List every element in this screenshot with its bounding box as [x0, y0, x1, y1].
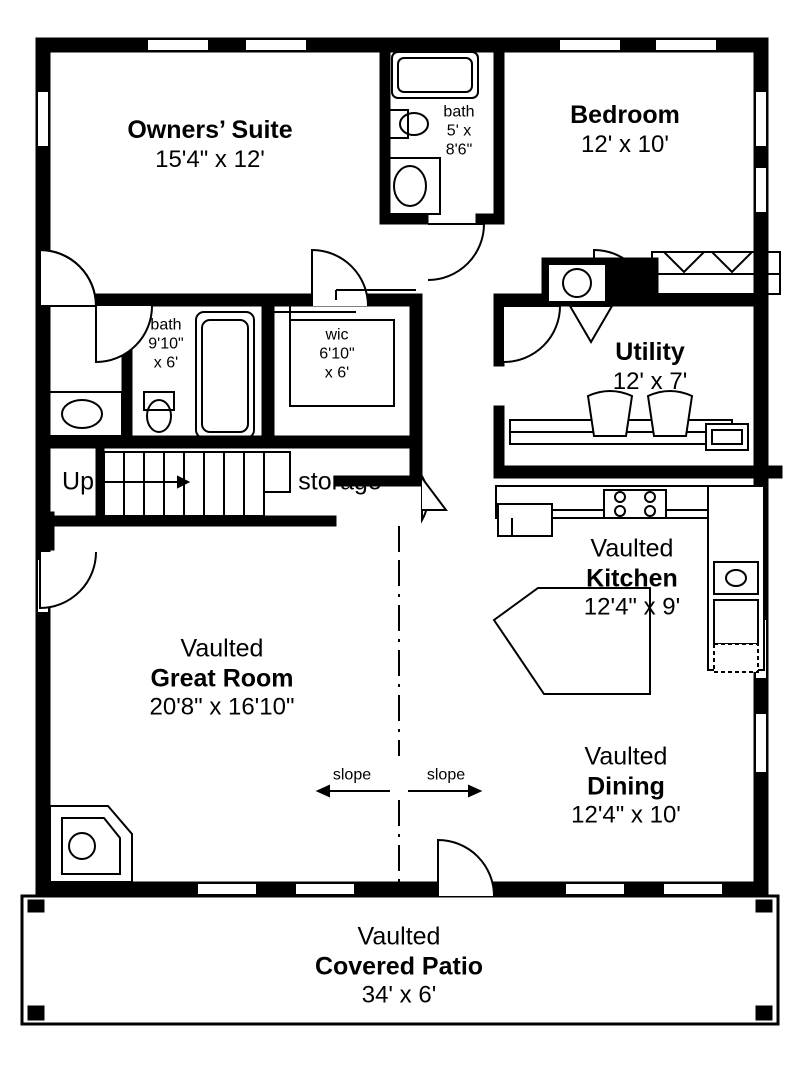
stairs-up-label: Up [62, 467, 94, 496]
room-label-great-room: Vaulted Great Room 20'8" x 16'10" [149, 634, 295, 721]
room-label-bath-master: bath 5' x 8'6" [443, 103, 475, 159]
room-label-utility: Utility 12' x 7' [612, 338, 688, 395]
room-label-bath-hall: bath 9'10" x 6' [148, 316, 184, 372]
room-label-covered-patio: Vaulted Covered Patio 34' x 6' [314, 922, 484, 1009]
annotation-slope-right: slope [426, 766, 466, 784]
room-label-bedroom: Bedroom 12' x 10' [570, 101, 680, 158]
room-label-wic: wic 6'10" x 6' [319, 326, 355, 382]
annotation-slope-left: slope [332, 766, 372, 784]
room-label-dining: Vaulted Dining 12'4" x 10' [571, 742, 681, 829]
room-label-owners-suite: Owners’ Suite 15'4" x 12' [127, 116, 293, 173]
room-label-kitchen: Vaulted Kitchen 12'4" x 9' [583, 534, 681, 621]
room-label-storage: storage [298, 467, 382, 496]
